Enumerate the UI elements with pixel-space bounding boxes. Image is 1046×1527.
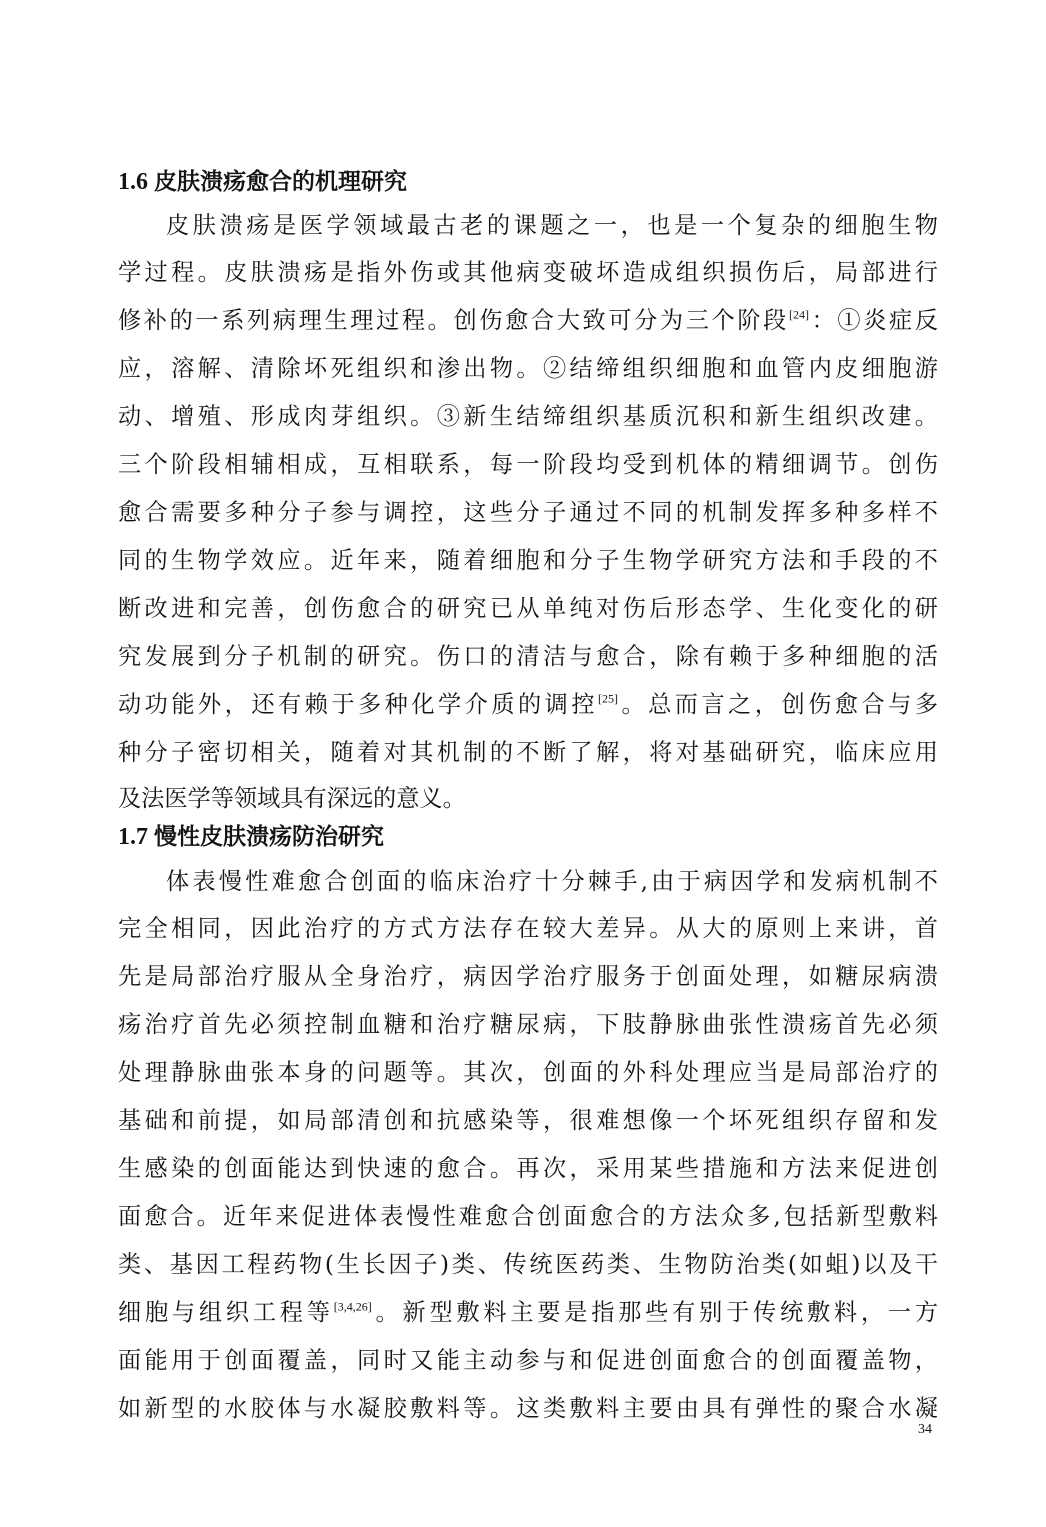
paragraph-line: 动、增殖、形成肉芽组织。③新生结缔组织基质沉积和新生组织改建。 [118,403,938,430]
paragraph-line: 完全相同，因此治疗的方式方法存在较大差异。从大的原则上来讲，首 [118,915,938,942]
paragraph-line: 学过程。皮肤溃疡是指外伤或其他病变破坏造成组织损伤后，局部进行 [118,259,938,286]
section-title: 慢性皮肤溃疡防治研究 [154,824,384,850]
line-text: 动功能外，还有赖于多种化学介质的调控 [118,691,598,718]
section-title: 皮肤溃疡愈合的机理研究 [154,169,407,195]
citation-ref: [3,4,26] [333,1299,372,1314]
paragraph-line: 同的生物学效应。近年来，随着细胞和分子生物学研究方法和手段的不 [118,547,938,574]
section-heading-1-6 [118,166,407,198]
paragraph-line: 三个阶段相辅相成，互相联系，每一阶段均受到机体的精细调节。创伤 [118,451,938,478]
section-number: 1.7 [118,824,148,850]
line-text: 修补的一系列病理生理过程。创伤愈合大致可分为三个阶段 [118,307,789,334]
paragraph-line: 如新型的水胶体与水凝胶敷料等。这类敷料主要由具有弹性的聚合水凝 [118,1395,938,1422]
paragraph-line: 面愈合。近年来促进体表慢性难愈合创面愈合的方法众多,包括新型敷料 [118,1203,938,1230]
line-text: 。新型敷料主要是指那些有别于传统敷料，一方 [371,1299,939,1326]
paragraph-line: 面能用于创面覆盖，同时又能主动参与和促进创面愈合的创面覆盖物， [118,1347,938,1374]
paragraph-line: 断改进和完善，创伤愈合的研究已从单纯对伤后形态学、生化变化的研 [118,595,938,622]
paragraph-line [118,1297,938,1329]
paragraph-line: 应，溶解、清除坏死组织和渗出物。②结缔组织细胞和血管内皮细胞游 [118,355,938,382]
paragraph-line [118,689,938,721]
paragraph-line: 处理静脉曲张本身的问题等。其次，创面的外科处理应当是局部治疗的 [118,1059,938,1086]
paragraph-line: 生感染的创面能达到快速的愈合。再次，采用某些措施和方法来促进创 [118,1155,938,1182]
paragraph-line: 基础和前提，如局部清创和抗感染等，很难想像一个坏死组织存留和发 [118,1107,938,1134]
line-text: ：①炎症反 [808,307,939,334]
paragraph-line: 类、基因工程药物(生长因子)类、传统医药类、生物防治类(如蛆)以及干 [118,1251,938,1278]
paragraph-line: 及法医学等领域具有深远的意义。 [118,785,466,812]
citation-ref: [24] [788,307,809,322]
paragraph-line [118,305,938,337]
section-number: 1.6 [118,169,148,195]
line-text: 细胞与组织工程等 [118,1299,334,1326]
citation-ref: [25] [598,691,618,706]
section-heading-1-7 [118,821,384,853]
paragraph-line: 疡治疗首先必须控制血糖和治疗糖尿病，下肢静脉曲张性溃疡首先必须 [118,1011,938,1038]
paragraph-line: 体表慢性难愈合创面的临床治疗十分棘手,由于病因学和发病机制不 [166,868,938,895]
paragraph-line: 愈合需要多种分子参与调控，这些分子通过不同的机制发挥多种多样不 [118,499,938,526]
paragraph-line: 先是局部治疗服从全身治疗，病因学治疗服务于创面处理，如糖尿病溃 [118,963,938,990]
line-text: 。总而言之，创伤愈合与多 [618,691,938,718]
page-number: 34 [918,1422,932,1437]
paragraph-line: 皮肤溃疡是医学领域最古老的课题之一，也是一个复杂的细胞生物 [166,212,938,239]
paragraph-line: 种分子密切相关，随着对其机制的不断了解，将对基础研究，临床应用 [118,739,938,766]
paragraph-line: 究发展到分子机制的研究。伤口的清洁与愈合，除有赖于多种细胞的活 [118,643,938,670]
